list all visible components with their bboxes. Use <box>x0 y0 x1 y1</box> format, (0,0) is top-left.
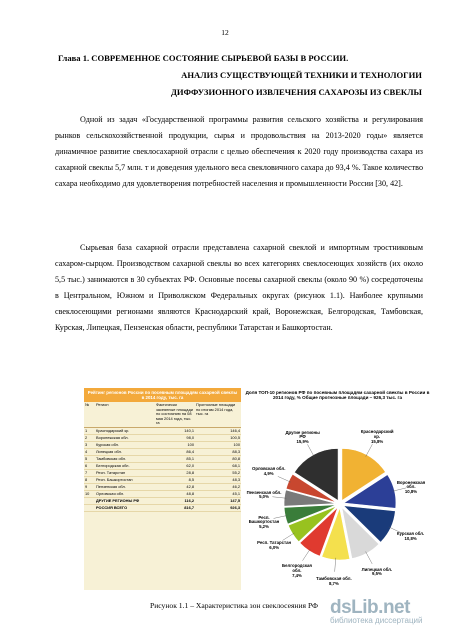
pie-slice-name: Краснодарский кр. <box>360 429 394 440</box>
cell-num: 1 <box>84 427 95 434</box>
pie-slice-value: 15,8% <box>371 439 384 444</box>
figure-1-1 <box>80 386 430 598</box>
pie-slice-label <box>255 541 293 551</box>
cell-actual: 816,7 <box>155 504 195 511</box>
cell-forecast: 926,3 <box>195 504 241 511</box>
pie-slice-value: 6,0% <box>269 544 280 550</box>
cell-num: 10 <box>84 490 95 497</box>
cell-num: 5 <box>84 455 95 462</box>
pie-slice-label <box>250 467 288 477</box>
cell-region: Краснодарский кр. <box>95 427 155 434</box>
table-row <box>84 497 241 504</box>
cell-forecast: 45,1 <box>195 490 241 497</box>
cell-region: РОССИЯ ВСЕГО <box>95 504 155 511</box>
pie-slice-value: 4,9% <box>263 471 274 477</box>
pie-slice-name: Белгородская обл. <box>282 563 312 573</box>
cell-forecast: 80,8 <box>195 455 241 462</box>
cell-actual: 28,8 <box>155 469 195 476</box>
pie-slice-name: Орловская обл. <box>251 466 286 472</box>
header-num: № <box>84 402 95 427</box>
pie-slice-name: Тамбовская обл. <box>316 575 352 581</box>
pie-slice-value: 9,5% <box>372 571 382 577</box>
pie-slice-name: Респ. Башкортостан <box>248 514 280 525</box>
watermark <box>330 597 422 625</box>
pie-leader-line <box>302 549 310 561</box>
pie-slice-label <box>284 431 322 445</box>
pie-slice-name: Липецкая обл. <box>361 566 393 572</box>
figure-caption: Рисунок 1.1 – Характеристика зон свеклосеяния РФ <box>150 601 319 610</box>
pie-leader-line <box>366 552 373 564</box>
cell-region: Респ. Башкортостан <box>95 476 155 483</box>
cell-region: Белгородская обл. <box>95 462 155 469</box>
header-forecast: Прогнозные площади по итогам 2014 года, тыс. га <box>195 402 241 427</box>
cell-actual: 100 <box>155 441 195 448</box>
cell-actual: 85,1 <box>155 455 195 462</box>
pie-slice-value: 10,8% <box>404 489 418 495</box>
cell-forecast: 55,2 <box>195 469 241 476</box>
pie-slice-name: Респ. Татарстан <box>257 539 292 545</box>
cell-region: Орловская обл. <box>95 490 155 497</box>
cell-num: 8 <box>84 476 95 483</box>
cell-forecast: 100 <box>195 441 241 448</box>
pie-leader-line <box>366 444 373 456</box>
pie-slice-value: 8,7% <box>328 580 339 586</box>
cell-region: Респ. Татарстан <box>95 469 155 476</box>
pie-slice-label <box>392 481 430 495</box>
cell-forecast: 146,4 <box>195 427 241 434</box>
cell-actual: 48,8 <box>155 490 195 497</box>
pie-slice-label <box>315 577 353 587</box>
cell-forecast: 68,1 <box>195 462 241 469</box>
cell-actual: 140,1 <box>155 427 195 434</box>
watermark-logo: dsLib.net <box>330 597 410 618</box>
pie-slice-name: Другие регионы РФ <box>285 429 320 440</box>
chapter-heading-line2: АНАЛИЗ СУЩЕСТВУЮЩЕЙ ТЕХНИКИ И ТЕХНОЛОГИИ <box>181 70 422 80</box>
pie-slice-label <box>358 568 396 578</box>
cell-num <box>84 497 95 504</box>
pie-slice-name: Курская обл. <box>396 531 425 537</box>
cell-region: ДРУГИЕ РЕГИОНЫ РФ <box>95 497 155 504</box>
pie-slice-label <box>358 430 396 444</box>
cell-num <box>84 504 95 511</box>
table-row <box>84 427 241 434</box>
cell-actual: 98,0 <box>155 434 195 441</box>
cell-num: 6 <box>84 462 95 469</box>
region-table <box>84 388 241 590</box>
cell-forecast: 88,3 <box>195 448 241 455</box>
table-row <box>84 490 241 497</box>
cell-actual: 8,5 <box>155 476 195 483</box>
table-title: Рейтинг регионов России по посевным площадям сахарной свеклы в 2014 году, тыс. га <box>84 388 241 402</box>
pie-slice-label <box>245 491 283 501</box>
table-row <box>84 504 241 511</box>
cell-forecast: 147,5 <box>195 497 241 504</box>
pie-slice-value: 10,8% <box>404 536 417 541</box>
pie-slice-label <box>278 564 316 578</box>
pie-slice-label <box>245 516 283 530</box>
chapter-heading-line3: ДИФФУЗИОННОГО ИЗВЛЕЧЕНИЯ САХАРОЗЫ ИЗ СВЕКЛЫ <box>171 87 422 97</box>
paragraph-2: Сырьевая база сахарной отрасли представлена сахарной свеклой и импортным тростниковым сахаром-сырцом. Производством сахарной свеклы во всех категориях свеклосеющих хозяйств (их около 5,5 тыс.) занимаются в 30 субъектах РФ. Основные посевы сахарной свеклы (около 90 %) сосредоточены в Центральном, Южном и Приволжском Федеральных округах (рисунок 1.1). Наиболее крупными свеклосеющими регионами являются Краснодарский край, Воронежская, Белгородская, Тамбовская, Курская, Липецкая, Пензенская области, республики Татарстан и Башкортостан. <box>55 243 423 332</box>
table-row <box>84 469 241 476</box>
watermark-subtitle: библиотека диссертаций <box>330 616 423 625</box>
ranking-table <box>84 402 241 512</box>
pie-slice-value: 5,0% <box>259 494 269 500</box>
table-row <box>84 455 241 462</box>
cell-actual: 116,2 <box>155 497 195 504</box>
cell-num: 4 <box>84 448 95 455</box>
cell-region: Тамбовская обл. <box>95 455 155 462</box>
pie-title: Доля ТОП-10 регионов РФ по посевным площадям сахарной свеклы в России в 2014 году, % Общие прогнозные площади – 926,3 тыс. га <box>245 390 430 401</box>
table-row <box>84 434 241 441</box>
table-row <box>84 483 241 490</box>
cell-num: 7 <box>84 469 95 476</box>
table-row <box>84 462 241 469</box>
cell-forecast: 46,2 <box>195 483 241 490</box>
cell-region: Липецкая обл. <box>95 448 155 455</box>
pie-chart <box>245 386 430 596</box>
table-body <box>84 427 241 511</box>
cell-num: 3 <box>84 441 95 448</box>
header-region: Регион <box>95 402 155 427</box>
pie-slice-name: Воронежская обл. <box>396 479 426 490</box>
paragraph-1: Одной из задач «Государственной программы развития сельского хозяйства и регулирования рынков сельскохозяйственной продукции, сырья и продовольствия на 2013-2020 годы» является динамичное развитие свеклосахарной отрасли с целью обеспечения к 2020 году производства сахара из сахарной свеклы 5,7 млн. т и доведения удельного веса свекловичного сахара до 93,4 %. Такое количество сахара необходимо для удовлетворения потребностей населения и промышленности России [30, 42]. <box>55 115 423 188</box>
table-row <box>84 441 241 448</box>
pie-leader-line <box>307 444 314 456</box>
cell-region: Воронежская обл. <box>95 434 155 441</box>
cell-actual: 62,0 <box>155 462 195 469</box>
cell-region: Курская обл. <box>95 441 155 448</box>
page-number: 12 <box>221 28 229 37</box>
cell-actual: 86,4 <box>155 448 195 455</box>
cell-actual: 42,8 <box>155 483 195 490</box>
pie-slice-value: 7,4% <box>292 572 302 578</box>
pie-leader-line <box>278 476 291 482</box>
cell-num: 9 <box>84 483 95 490</box>
cell-forecast: 100,5 <box>195 434 241 441</box>
pie-slice-value: 15,9% <box>296 439 309 445</box>
chapter-heading-line1: Глава 1. СОВРЕМЕННОЕ СОСТОЯНИЕ СЫРЬЕВОЙ БАЗЫ В РОССИИ. <box>58 53 349 63</box>
table-row <box>84 448 241 455</box>
pie-slice-name: Пензенская обл. <box>246 489 282 495</box>
pie-slice-value: 5,2% <box>259 524 269 530</box>
header-actual: Фактически засеянные площади по состоянию на 08 мая 2014 года, тыс. га <box>155 402 195 427</box>
cell-num: 2 <box>84 434 95 441</box>
cell-forecast: 48,3 <box>195 476 241 483</box>
table-header-row <box>84 402 241 427</box>
table-row <box>84 476 241 483</box>
pie-slice-label <box>392 532 430 542</box>
cell-region: Пензенская обл. <box>95 483 155 490</box>
